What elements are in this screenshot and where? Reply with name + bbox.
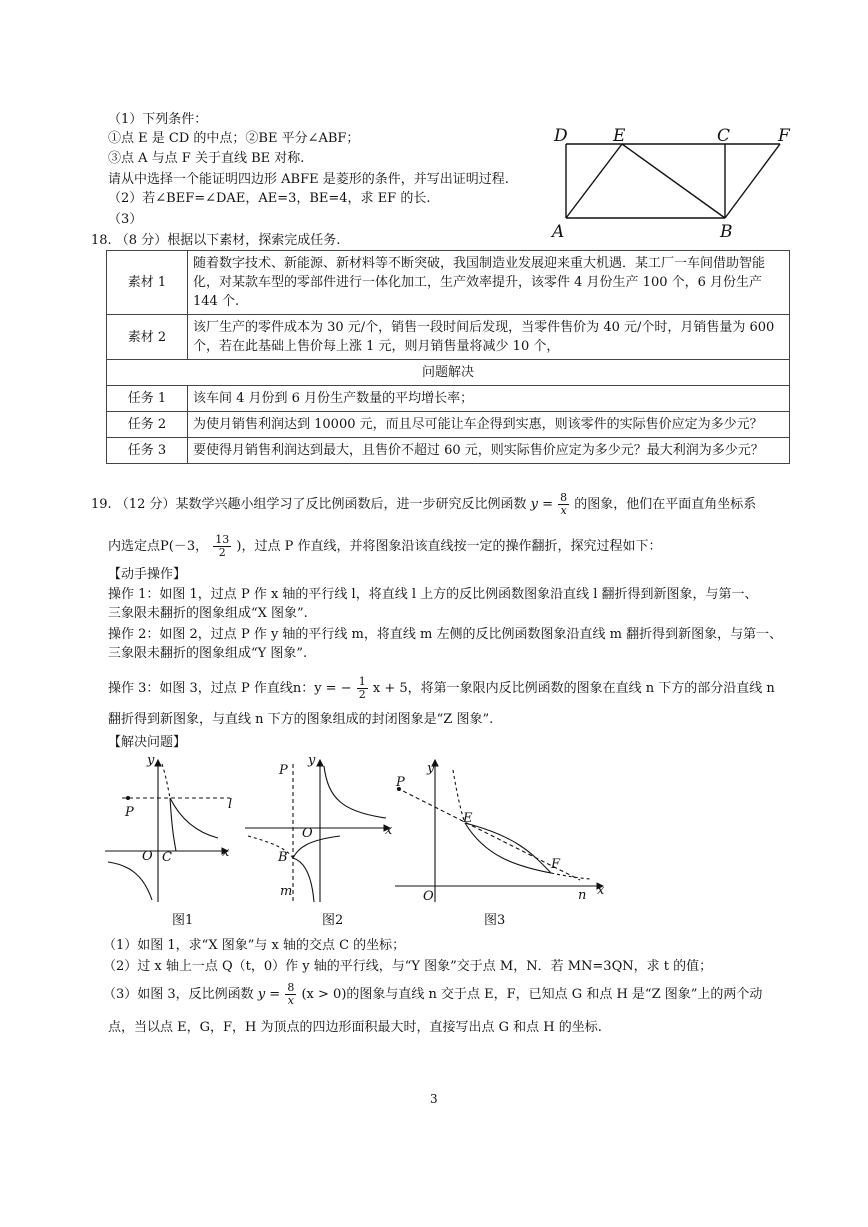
label-o: O [302, 826, 313, 841]
label-y: y [147, 753, 155, 768]
segment-fb [725, 144, 780, 218]
fig1-caption: 图1 [172, 913, 194, 928]
label-b: B [278, 850, 288, 865]
frac-numerator: 8 [287, 981, 295, 994]
table-row [107, 315, 790, 360]
task-text: 该车间 4 月份到 6 月份生产数量的平均增长率； [188, 386, 790, 412]
figure-3 [385, 752, 610, 912]
q19-intro-a: 19. （12 分）某数学兴趣小组学习了反比例函数后，进一步研究反比例函数 [91, 497, 527, 512]
p-fraction [213, 534, 231, 559]
label-f: F [778, 126, 790, 146]
branch-below [465, 823, 551, 873]
label-o: O [142, 849, 153, 864]
op3-a: 操作 3：如图 3，过点 P 作直线n：y = − [108, 681, 352, 696]
q17-instruction: 请从中选择一个能证明四边形 ABFE 是菱形的条件，并写出证明过程. [108, 172, 509, 187]
label-a: A [552, 222, 565, 242]
q19-fraction [558, 492, 569, 517]
op3-line-c: 翻折得到新图象，与直线 n 下方的图象组成的封闭图象是“Z 图象”. [108, 712, 494, 727]
frac-numerator: 8 [560, 491, 568, 504]
q19-intro-line [91, 492, 756, 518]
fig2-caption: 图2 [322, 913, 344, 928]
table-row [107, 386, 790, 412]
task-text: 要使得月销售利润达到最大，且售价不超过 60 元，则实际售价应定为多少元？最大利润为多少元？ [188, 438, 790, 464]
frac-numerator: 1 [358, 675, 366, 688]
q17-part1-intro: （1）下列条件： [108, 112, 208, 127]
point-p-dot [126, 796, 130, 800]
task-text: 为使月销售利润达到 10000 元，而且尽可能让车企得到实惠，则该零件的实际售价应定为多少元？ [188, 412, 790, 438]
first-quadrant-branch [170, 798, 218, 838]
hands-on-heading: 【动手操作】 [108, 567, 187, 582]
frac-denominator: 2 [358, 688, 366, 701]
row-label: 素材 1 [107, 251, 188, 315]
q17-condition-line1: ①点 E 是 CD 的中点；②BE 平分∠ABF； [108, 131, 360, 146]
label-d: D [554, 126, 568, 146]
label-x: x [385, 823, 393, 838]
op2-line-a: 操作 2：如图 2，过点 P 作 y 轴的平行线 m，将直线 m 左侧的反比例函数图象沿直线 m 翻折得到新图象，与第一、 [108, 627, 783, 642]
frac-numerator: 13 [215, 533, 230, 546]
row-text: 随着数字技术、新能源、新材料等不断突破，我国制造业发展迎来重大机遇．某工厂一车间借助智能化，对某款车型的零部件进行一体化加工，生产效率提升，该零件 4 月份生产 100 个，6 月份生产 144 个. [188, 251, 790, 315]
section-title: 问题解决 [107, 360, 790, 386]
reflected-branch [293, 836, 340, 858]
q3-y-eq: y = [257, 987, 281, 1002]
table-row [107, 438, 790, 464]
label-p: P [125, 805, 134, 820]
q19-point-line [108, 534, 661, 560]
q19-y-eq: y = [530, 497, 553, 512]
reflected-branch [465, 823, 551, 873]
task-label: 任务 2 [107, 412, 188, 438]
segment-ae [566, 144, 622, 218]
label-y: y [427, 761, 435, 776]
fig3-caption: 图3 [484, 913, 506, 928]
q18-heading: 18. （8 分）根据以下素材，探索完成任务. [91, 233, 341, 248]
frac-denominator: 2 [218, 546, 226, 559]
q3-fraction [285, 982, 296, 1007]
figure-1 [100, 752, 240, 912]
label-n: n [578, 888, 587, 903]
frac-denominator: x [287, 994, 294, 1007]
op1-line-a: 操作 1：如图 1，过点 P 作 x 轴的平行线 l，将直线 l 上方的反比例函数图象沿直线 l 翻折得到新图象，与第一、 [108, 587, 758, 602]
task-label: 任务 3 [107, 438, 188, 464]
op2-line-b: 三象限未翻折的图象组成“Y 图象”. [108, 646, 308, 661]
solve-heading: 【解决问题】 [108, 735, 187, 750]
q17-part2: （2）若∠BEF=∠DAE，AE=3，BE=4，求 EF 的长. [108, 191, 431, 206]
label-c: C [717, 126, 731, 146]
q19-question3-line [103, 982, 762, 1008]
third-quadrant-branch [293, 858, 314, 902]
first-quadrant-branch [324, 766, 386, 818]
label-y: y [308, 753, 316, 768]
label-x: x [222, 845, 230, 860]
label-b: B [720, 222, 733, 242]
q17-condition-line2: ③点 A 与点 F 关于直线 BE 对称. [108, 151, 305, 166]
label-p: P [279, 763, 288, 778]
q17-part3: （3） [108, 212, 143, 227]
q19-question1: （1）如图 1，求“X 图象”与 x 轴的交点 C 的坐标； [103, 938, 406, 953]
original-branch-dashed [162, 764, 170, 798]
q19-point-b: )，过点 P 作直线，并将图象沿该直线按一定的操作翻折，探究过程如下： [236, 539, 662, 554]
q19-question3-line-c: 点，当以点 E，G，F，H 为顶点的四边形面积最大时，直接写出点 G 和点 H 的坐标. [108, 1020, 602, 1035]
op1-line-b: 三象限未翻折的图象组成“X 图象”. [108, 606, 308, 621]
label-p: P [396, 775, 405, 790]
label-l: l [228, 797, 233, 812]
q3-b: (x > 0)的图象与直线 n 交于点 E，F，已知点 G 和点 H 是“Z 图象”上的两个动 [301, 987, 763, 1002]
q19-question2: （2）过 x 轴上一点 Q（t，0）作 y 轴的平行线，与“Y 图象”交于点 M，N．若 MN=3QN，求 t 的值； [103, 959, 713, 974]
label-f: F [551, 857, 561, 872]
label-c: C [162, 850, 172, 865]
label-x: x [597, 883, 605, 898]
label-o: O [423, 889, 434, 904]
label-e: E [613, 126, 626, 146]
q18-material-table [106, 250, 790, 464]
op3-fraction [357, 676, 368, 701]
label-e: E [463, 811, 473, 826]
row-label: 素材 2 [107, 315, 188, 360]
table-row [107, 360, 790, 386]
frac-denominator: x [560, 504, 567, 517]
label-m: m [280, 884, 293, 899]
page-number: 3 [430, 1092, 438, 1106]
q17-geometry-figure [550, 120, 800, 245]
segment-eb [622, 144, 725, 218]
op3-b: x + 5，将第一象限内反比例函数的图象在直线 n 下方的部分沿直线 n [372, 681, 775, 696]
q19-intro-b: 的图象，他们在平面直角坐标系 [574, 497, 757, 512]
q3-a: （3）如图 3，反比例函数 [103, 987, 254, 1002]
q19-point-a: 内选定点P(－3， [108, 539, 209, 554]
third-quadrant-branch [108, 862, 152, 900]
task-label: 任务 1 [107, 386, 188, 412]
figure-2 [240, 752, 400, 907]
op3-line [108, 676, 775, 702]
table-row [107, 412, 790, 438]
row-text: 该厂生产的零件成本为 30 元/个，销售一段时间后发现，当零件售价为 40 元/个时，月销售量为 600 个，若在此基础上售价每上涨 1 元，则月销售量将减少 10 个， [188, 315, 790, 360]
branch-tail-dashed [551, 873, 590, 879]
table-row [107, 251, 790, 315]
